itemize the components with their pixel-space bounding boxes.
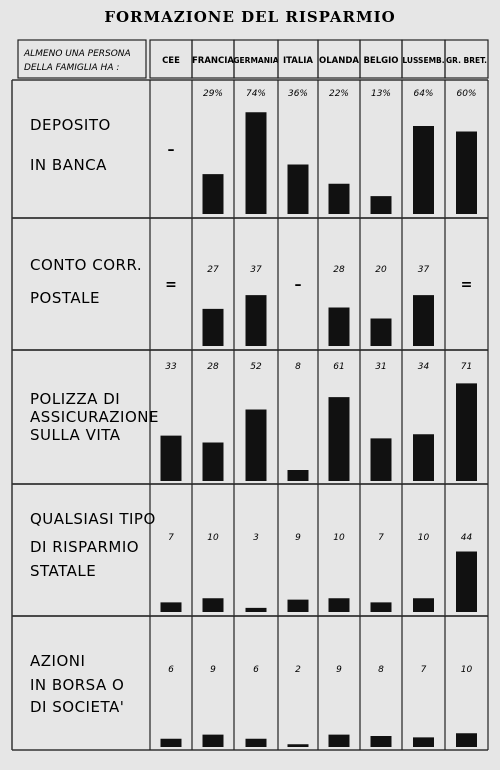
row-label-line: DEPOSITO [30,116,111,134]
bar [203,735,224,747]
value-label: 27 [207,265,219,275]
value-label: 13% [370,89,392,99]
bar [288,744,309,747]
bar [456,383,477,481]
value-label: 22% [328,89,350,99]
value-label: 37 [417,265,430,275]
no-data-mark: = [460,277,473,293]
value-label: 36% [287,89,309,99]
column-header-francia: FRANCIA [191,56,235,66]
row-label-line: DI SOCIETA' [30,698,125,716]
row-label-line: QUALSIASI TIPO [30,510,156,528]
value-label: 64% [413,89,434,99]
bar [371,319,392,347]
value-label: 7 [420,665,427,675]
value-label: 2 [295,665,301,675]
bar [203,309,224,346]
bar [329,598,350,612]
value-label: 44 [460,533,473,543]
value-label: 9 [336,665,342,675]
value-label: 29% [202,89,224,99]
row-label-line: IN BANCA [30,156,107,174]
bar [329,735,350,747]
value-label: 7 [378,533,384,543]
value-label: 6 [168,665,174,675]
value-label: 34 [417,362,430,372]
bar [413,295,434,346]
bar [246,295,267,346]
no-data-mark: – [294,277,302,293]
value-label: 74% [245,89,267,99]
column-header-italia: ITALIA [282,56,314,66]
bar [413,434,434,481]
bar [371,602,392,612]
bar [456,132,477,215]
chart-title: FORMAZIONE DEL RISPARMIO [104,8,396,26]
column-header-olanda: OLANDA [319,56,359,66]
column-header-germania: GERMANIA [233,56,279,65]
value-label: 3 [253,533,259,543]
bar [288,600,309,612]
bar [203,174,224,214]
bar [161,602,182,612]
value-label: 71 [460,362,473,372]
value-label: 20 [375,265,387,275]
bar [246,410,267,482]
bar [246,608,267,612]
bar [203,443,224,482]
value-label: 28 [333,265,345,275]
row-label-line: POSTALE [30,289,100,307]
bar [246,739,267,747]
column-header-lussemb: LUSSEMB. [402,56,445,65]
bar [413,126,434,214]
bar [246,112,267,214]
value-label: 37 [250,265,262,275]
value-label: 10 [207,533,219,543]
row-label-line: AZIONI [30,652,86,670]
value-label: 10 [460,665,473,675]
value-label: 52 [250,362,262,372]
value-label: 28 [207,362,219,372]
bar [456,552,477,613]
row-label-line: CONTO CORR. [30,256,143,274]
bar [161,436,182,481]
value-label: 8 [378,665,384,675]
bar [371,438,392,481]
bar [203,598,224,612]
bar [288,470,309,481]
value-label: 31 [375,362,387,372]
value-label: 60% [456,89,477,99]
bar [329,308,350,347]
value-label: 33 [165,362,177,372]
bar [371,736,392,747]
value-label: 10 [417,533,430,543]
header-label-line: DELLA FAMIGLIA HA : [24,63,120,73]
bar [329,397,350,481]
column-header-belgio: BELGIO [363,56,399,66]
column-header-grbret: GR. BRET. [446,56,487,65]
row-label-line: SULLA VITA [30,426,121,444]
bar [456,733,477,747]
value-label: 10 [333,533,345,543]
value-label: 61 [333,362,345,372]
value-label: 7 [168,533,174,543]
bar [371,196,392,214]
value-label: 9 [295,533,301,543]
bar [413,598,434,612]
row-label-line: POLIZZA DI [30,390,121,408]
no-data-mark: – [167,142,175,158]
bar [329,184,350,214]
value-label: 6 [253,665,259,675]
column-header-cee: CEE [162,56,180,66]
row-label-line: DI RISPARMIO [30,538,140,556]
row-label-line: STATALE [30,562,97,580]
value-label: 8 [295,362,301,372]
bar [288,165,309,215]
row-label-line: IN BORSA O [30,676,125,694]
row-label-line: ASSICURAZIONE [30,408,159,426]
bar [161,739,182,747]
value-label: 9 [210,665,216,675]
no-data-mark: = [165,277,177,293]
bar [413,737,434,747]
header-label-line: ALMENO UNA PERSONA [24,49,131,59]
